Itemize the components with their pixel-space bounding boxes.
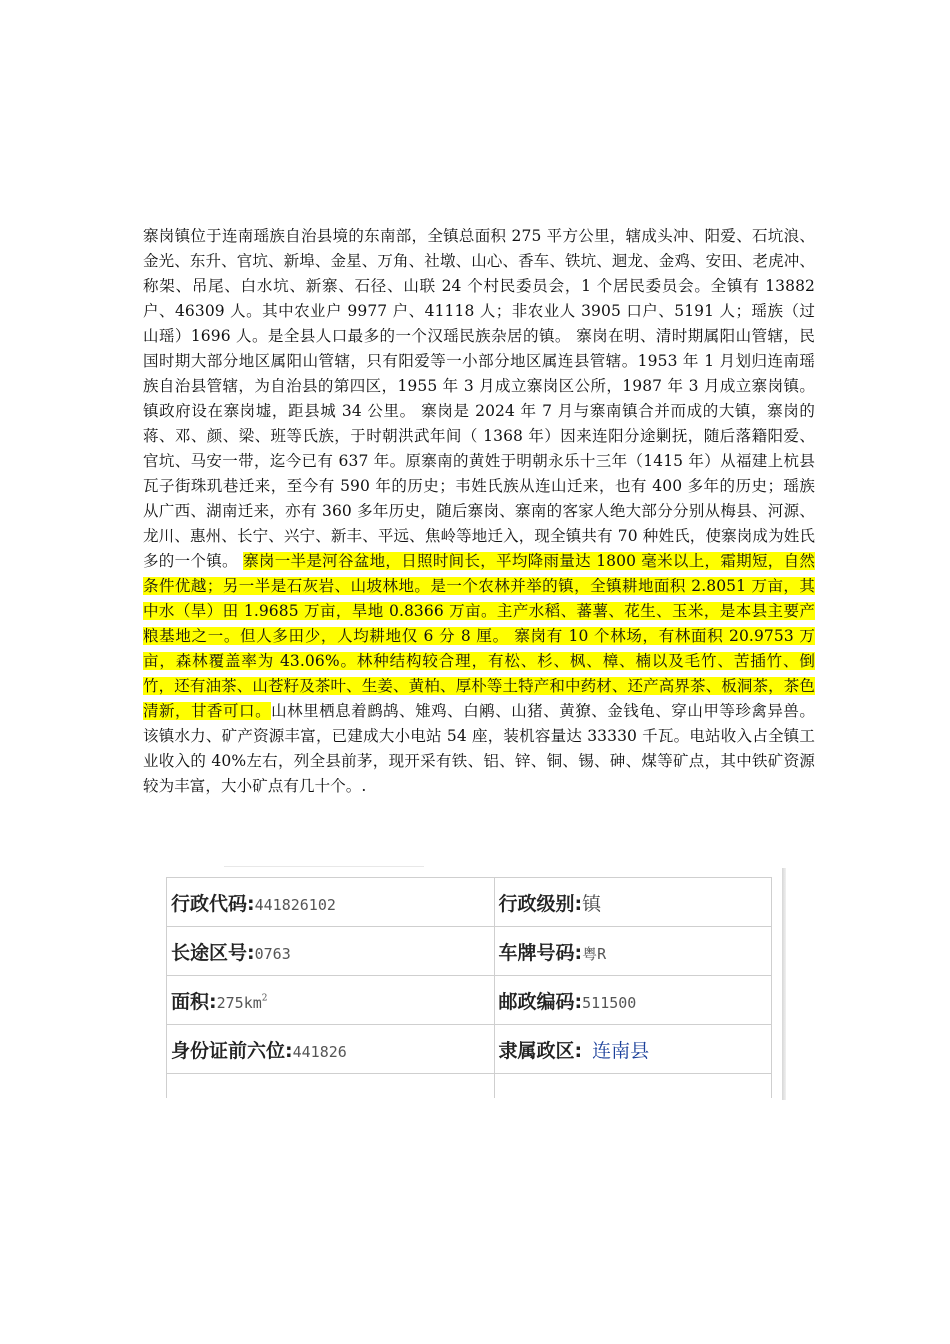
plate-cell: [494, 927, 771, 976]
admin-level-cell: [494, 878, 771, 927]
plate-label: 车牌号码:: [498, 941, 583, 964]
id-prefix-value: 441826: [292, 1042, 347, 1061]
info-table: [166, 877, 772, 1098]
area-code-value: 0763: [254, 944, 291, 963]
highlighted-text: 寨岗一半是河谷盆地，日照时间长，平均降雨量达 1800 毫米以上，霜期短，自然条件优越；另一半是石灰岩、山坡林地。是一个农林并举的镇，全镇耕地面积 2.8051 万亩，其中水（旱）田 1.9685 万亩，旱地 0.8366 万亩。主产水稻、蕃薯、花生、玉米，是本县主要产粮基地之一。但人多田少，人均耕地仅 6 分 8 厘。 寨岗有 10 个林场，有林面积 20.9753 万亩，森林覆盖率为 43.06%。林种结构较合理，有松、杉、枫、樟、楠以及毛竹、苦插竹、倒竹，还有油茶、山苍籽及茶叶、生姜、黄柏、厚朴等土特产和中药材、还产高界茶、板洞茶，茶色清新，甘香可口。: [143, 552, 815, 720]
table-row: [167, 1025, 772, 1074]
paragraph-text-intro: 寨岗镇位于连南瑶族自治县境的东南部，全镇总面积 275 平方公里，辖成头冲、阳爱、石坑浪、金光、东升、官坑、新埠、金星、万角、社墩、山心、香车、铁坑、迴龙、金鸡、安田、老虎冲、称架、吊尾、白水坑、新寨、石径、山联 24 个村民委员会，1 个居民委员会。全镇有 13882 户、46309 人。其中农业户 9977 户、41118 人；非农业人 3905 口户、5191 人；瑶族（过山瑶）1696 人。是全县人口最多的一个汉瑶民族杂居的镇。 寨岗在明、清时期属阳山管辖，民国时期大部分地区属阳山管辖，只有阳爱等一小部分地区属连县管辖。1953 年 1 月划归连南瑶族自治县管辖，为自治县的第四区，1955 年 3 月成立寨岗区公所，1987 年 3 月成立寨岗镇。镇政府设在寨岗墟，距县城 34 公里。 寨岗是 2024 年 7 月与寨南镇合并而成的大镇，寨岗的蒋、邓、颜、梁、班等氏族，于时朝洪武年间（ 1368 年）因来连阳分途剿抚，随后落籍阳爱、官坑、马安一带，迄今已有 637 年。原寨南的黄姓于明朝永乐十三年（1415 年）从福建上杭县瓦子街珠玑巷迁来，至今有 590 年的历史；韦姓氏族从连山迁来，也有 400 多年的历史；瑶族从广西、湖南迁来，亦有 360 多年历史，随后寨岗、寨南的客家人绝大部分分别从梅县、河源、龙川、惠州、长宁、兴宁、新丰、平远、焦岭等地迁入，现全镇共有 70 种姓氏，使寨岗成为姓氏多的一个镇。: [143, 227, 815, 570]
card-right-shadow: [782, 868, 786, 1100]
admin-code-value: 441826102: [254, 895, 336, 914]
table-row: [167, 927, 772, 976]
body-paragraph: [143, 224, 815, 799]
plate-value: 粤R: [582, 944, 607, 963]
area-value: 275km: [216, 993, 262, 1012]
id-prefix-cell: [167, 1025, 495, 1074]
area-code-cell: [167, 927, 495, 976]
table-row: [167, 878, 772, 927]
admin-code-label: 行政代码:: [171, 892, 255, 915]
postal-cell: [494, 976, 771, 1025]
area-label: 面积:: [171, 990, 217, 1013]
table-row-empty: [167, 1074, 772, 1099]
parent-region-label: 隶属政区:: [498, 1039, 583, 1062]
admin-level-label: 行政级别:: [498, 892, 583, 915]
postal-value: 511500: [582, 993, 637, 1012]
parent-region-link[interactable]: 连南县: [592, 1039, 650, 1062]
card-top-edge: [224, 866, 424, 871]
empty-cell: [167, 1074, 495, 1099]
empty-cell: [494, 1074, 771, 1099]
id-prefix-label: 身份证前六位:: [171, 1039, 293, 1062]
area-cell: [167, 976, 495, 1025]
paragraph-text-resources: 山林里栖息着鹧鸪、雉鸡、白鹇、山猪、黄獠、金钱龟、穿山甲等珍禽异兽。 该镇水力、矿产资源丰富，已建成大小电站 54 座，装机容量达 33330 千瓦。电站收入占全镇工业收入的 40%左右，列全县前茅，现开采有铁、铝、锌、铜、锡、砷、煤等矿点，其中铁矿资源较为丰富，大小矿点有几十个。.: [143, 702, 815, 795]
parent-region-cell: [494, 1025, 771, 1074]
info-card-screenshot: [164, 866, 786, 1102]
postal-label: 邮政编码:: [498, 990, 583, 1013]
admin-level-value: 镇: [582, 892, 602, 915]
table-row: [167, 976, 772, 1025]
admin-code-cell: [167, 878, 495, 927]
area-unit-superscript: 2: [261, 993, 268, 1004]
area-code-label: 长途区号:: [171, 941, 255, 964]
